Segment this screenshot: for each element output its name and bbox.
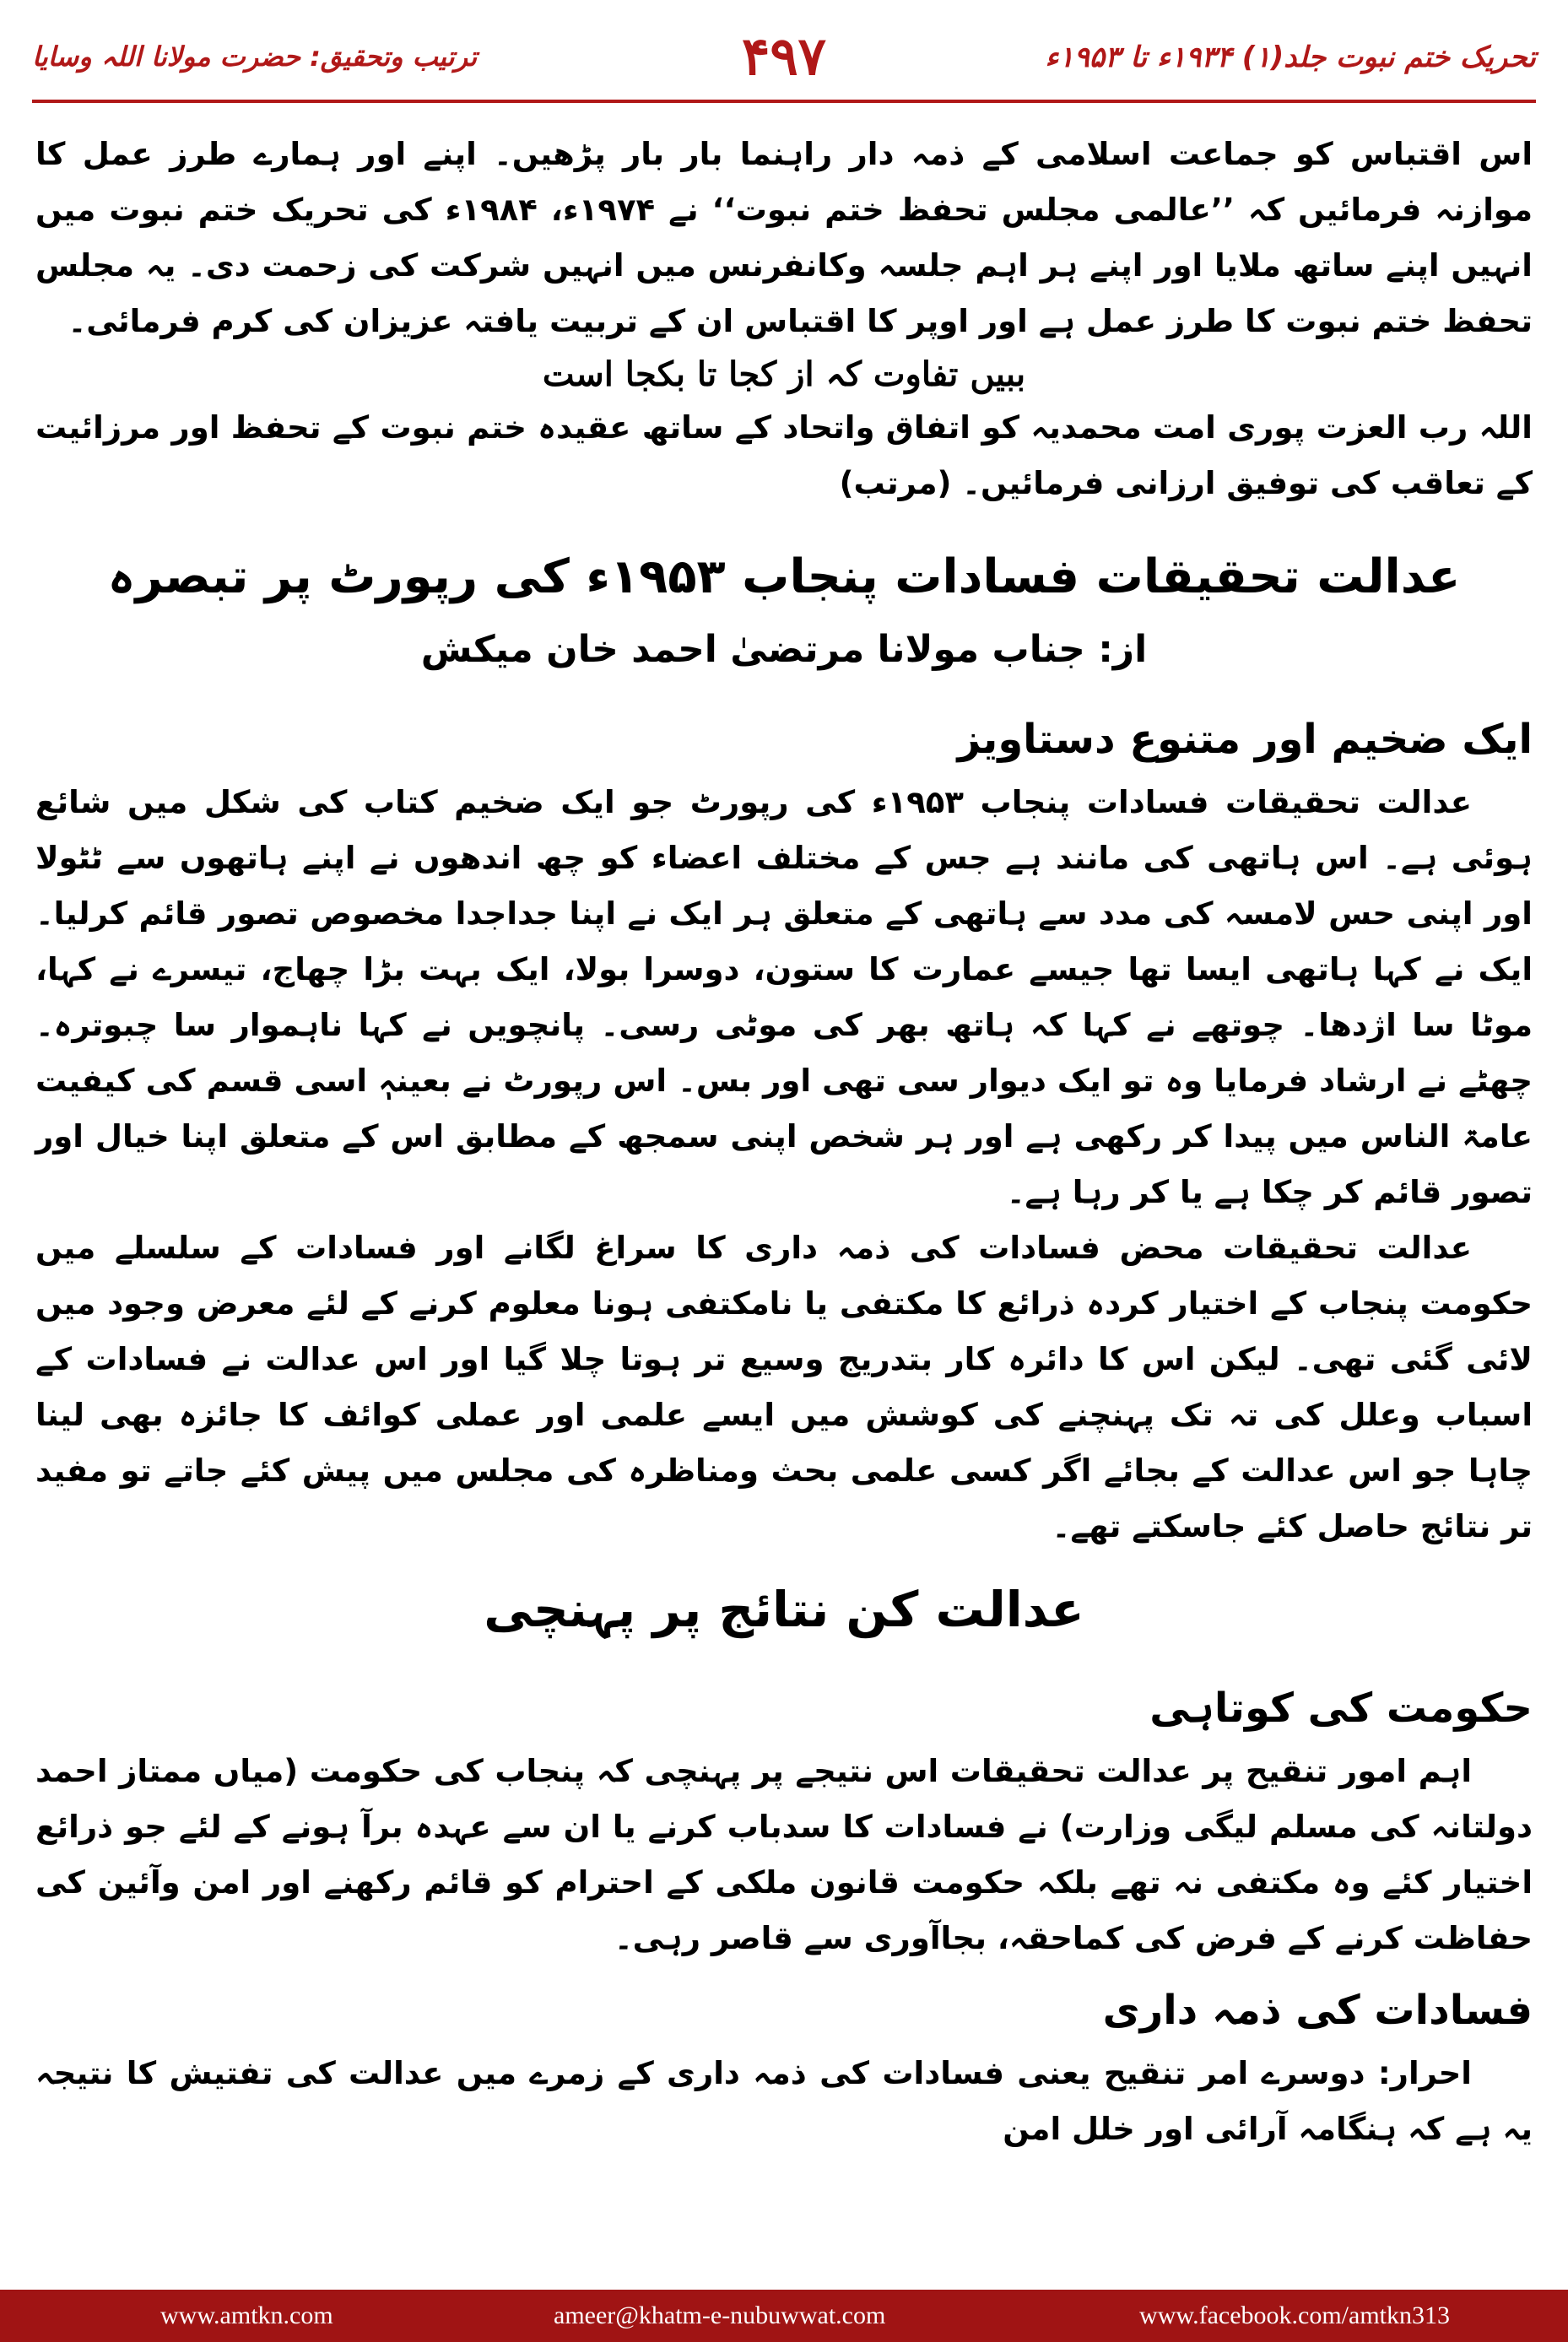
- persian-verse: ببیں تفاوت کہ از کجا تا بکجا است: [542, 354, 1026, 394]
- section-paragraph: عدالت تحقیقات محض فسادات کی ذمہ داری کا سراغ لگانے اور فسادات کے سلسلے میں حکومت پنجاب کے اختیار کردہ ذرائع کا مکتفی یا نامکتفی ہونا معلوم کرنے کے لئے معرض وجود میں لائی گئی تھی۔ لیکن اس کا دائرہ کار بتدریج وسیع تر ہوتا چلا گیا اور اس عدالت نے فسادات کے اسباب وعلل کی تہ تک پہنچنے کی کوشش میں ایسے علمی اور عملی کوائف کا جائزہ بھی لینا چاہا جو اس عدالت کے بجائے اگر کسی علمی بحث ومناظرہ کی مجلس میں پیش کئے جاتے تو مفید تر نتائج حاصل کئے جاسکتے تھے۔: [35, 1230, 1533, 1544]
- section-heading-centered: عدالت کن نتائج پر پہنچی: [484, 1581, 1084, 1638]
- article-title: عدالت تحقیقات فسادات پنجاب ۱۹۵۳ء کی رپورٹ پر تبصرہ: [107, 549, 1461, 604]
- prayer-paragraph: اللہ رب العزت پوری امت محمدیہ کو اتفاق واتحاد کے ساتھ عقیدہ ختم نبوت کے تحفظ اور مرزائیت کے تعاقب کی توفیق ارزانی فرمائیں۔ (مرتب): [35, 409, 1533, 501]
- section-paragraph: اہم امور تنقیح پر عدالت تحقیقات اس نتیجے پر پہنچی کہ پنجاب کی حکومت (میاں ممتاز احمد دولتانہ کی مسلم لیگی وزارت) نے فسادات کا سدباب کرنے یا ان سے عہدہ برآ ہونے کے لئے جو ذرائع اختیار کئے وہ مکتفی نہ تھے بلکہ حکومت قانون ملکی کے احترام کو قائم رکھنے اور امن وآئین کی حفاظت کرنے کے فرض کی کماحقہ، بجاآوری سے قاصر رہی۔: [35, 1753, 1533, 1956]
- section-heading: ایک ضخیم اور متنوع دستاویز: [957, 716, 1533, 763]
- page-body: [35, 127, 1533, 2157]
- book-title: تحریک ختم نبوت جلد(۱) ۱۹۳۴ء تا ۱۹۵۳ء: [1045, 41, 1536, 74]
- section-heading: فسادات کی ذمہ داری: [1102, 1987, 1533, 2034]
- page-number: ۴۹۷: [742, 25, 826, 87]
- page-header: [32, 25, 1536, 103]
- intro-paragraph: اس اقتباس کو جماعت اسلامی کے ذمہ دار راہنما بار بار پڑھیں۔ اپنے اور ہمارے طرز عمل کا موازنہ فرمائیں کہ ’’عالمی مجلس تحفظ ختم نبوت‘‘ نے ۱۹۷۴ء، ۱۹۸۴ء کی تحریک ختم نبوت میں انہیں اپنے ساتھ ملایا اور اپنے ہر اہم جلسہ وکانفرنس میں انہیں شرکت کی زحمت دی۔ یہ مجلس تحفظ ختم نبوت کا طرز عمل ہے اور اوپر کا اقتباس ان کے تربیت یافتہ عزیزان کی کرم فرمائی۔: [35, 136, 1533, 339]
- section-paragraph: عدالت تحقیقات فسادات پنجاب ۱۹۵۳ء کی رپورٹ جو ایک ضخیم کتاب کی شکل میں شائع ہوئی ہے۔ اس ہاتھی کی مانند ہے جس کے مختلف اعضاء کو چھ اندھوں نے اپنے ہاتھوں سے ٹٹولا اور اپنی حس لامسہ کی مدد سے ہاتھی کے متعلق ہر ایک نے اپنا جداجدا مخصوص تصور قائم کرلیا۔ ایک نے کہا ہاتھی ایسا تھا جیسے عمارت کا ستون، دوسرا بولا، ایک بہت بڑا چھاج، تیسرے نے کہا، موٹا سا اژدھا۔ چوتھے نے کہا کہ ہاتھ بھر کی موٹی رسی۔ پانچویں نے کہا ناہموار سا چبوترہ۔ چھٹے نے ارشاد فرمایا وہ تو ایک دیوار سی تھی اور بس۔ اس رپورٹ نے بعینہٖ اسی قسم کی کیفیت عامۃ الناس میں پیدا کر رکھی ہے اور ہر شخص اپنی سمجھ کے مطابق اس کے متعلق اپنا خیال اور تصور قائم کر چکا ہے یا کر رہا ہے۔: [35, 784, 1533, 1210]
- header-divider: [32, 100, 1536, 103]
- section-paragraph: احرار: دوسرے امر تنقیح یعنی فسادات کی ذمہ داری کے زمرے میں عدالت کی تفتیش کا نتیجہ یہ ہے کہ ہنگامہ آرائی اور خلل امن: [35, 2055, 1533, 2147]
- email-link[interactable]: ameer@khatm-e-nubuwwat.com: [554, 2301, 886, 2329]
- compiler-credit: ترتیب وتحقیق: حضرت مولانا اللہ وسایا: [32, 41, 478, 73]
- facebook-link[interactable]: www.facebook.com/amtkn313: [1139, 2301, 1450, 2329]
- article-author: از: جناب مولانا مرتضیٰ احمد خان میکش: [420, 628, 1148, 671]
- section-heading: حکومت کی کوتاہی: [1149, 1685, 1533, 1732]
- website-link[interactable]: www.amtkn.com: [160, 2301, 333, 2329]
- page-footer: [0, 2290, 1568, 2342]
